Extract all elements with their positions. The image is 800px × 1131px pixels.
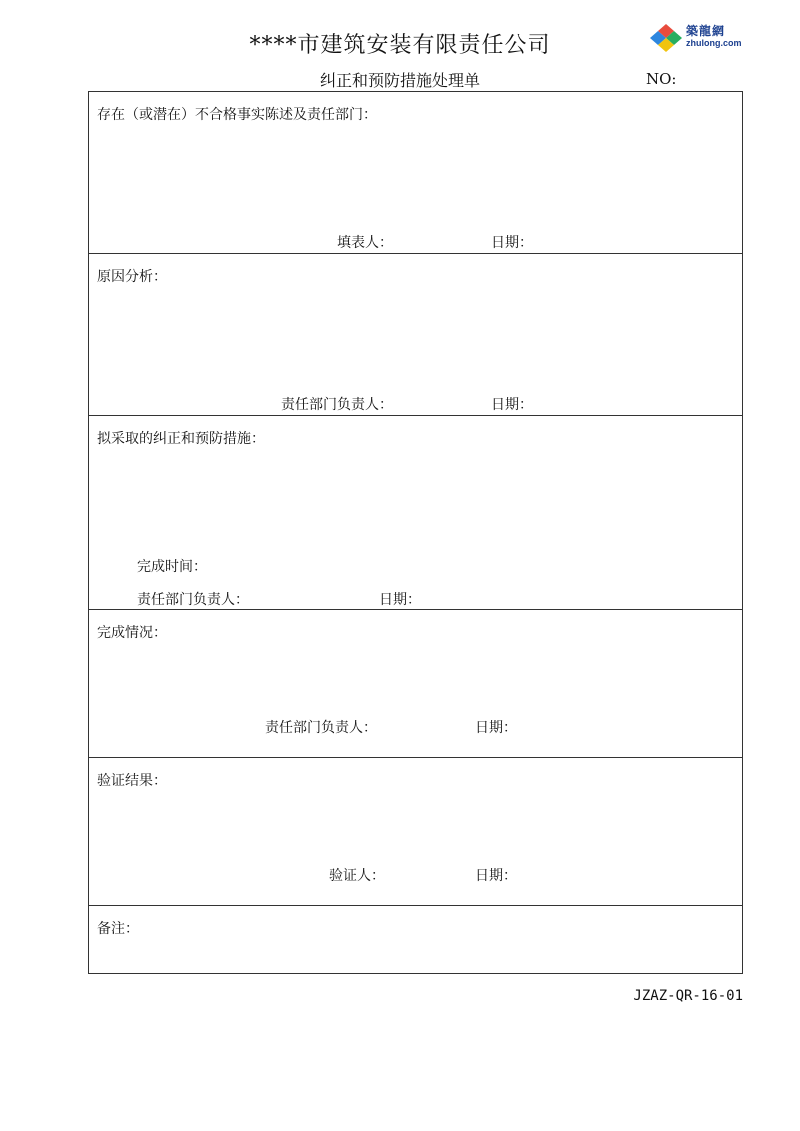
measures-section — [89, 416, 742, 610]
remarks-section — [89, 906, 742, 973]
cause-manager-label: 责任部门负责人： — [281, 397, 393, 413]
form-title: 纠正和预防措施处理单 — [319, 71, 480, 90]
verification-label: 验证结果： — [97, 773, 167, 789]
verification-date-label: 日期： — [475, 868, 517, 884]
logo-text-en: zhulong.com — [686, 38, 742, 48]
nonconformity-section — [89, 92, 742, 254]
zhulong-logo — [650, 22, 760, 56]
company-title: ****市建筑安装有限责任公司 — [249, 33, 551, 58]
nonconformity-label: 存在（或潜在）不合格事实陈述及责任部门： — [97, 107, 377, 123]
measures-date-label: 日期： — [379, 592, 421, 608]
form-number-label: NO: — [646, 70, 677, 88]
filler-label: 填表人： — [337, 235, 393, 251]
cause-section — [89, 254, 742, 416]
verification-section — [89, 758, 742, 906]
remarks-label: 备注： — [97, 921, 139, 937]
document-code: JZAZ-QR-16-01 — [633, 988, 743, 1004]
form-table — [88, 91, 743, 974]
completion-label: 完成情况： — [97, 625, 167, 641]
completion-manager-label: 责任部门负责人： — [265, 720, 377, 736]
measures-manager-label: 责任部门负责人： — [137, 592, 249, 608]
zhulong-logo-icon — [650, 24, 682, 52]
measures-label: 拟采取的纠正和预防措施： — [97, 431, 265, 447]
completion-date-label: 日期： — [475, 720, 517, 736]
cause-label: 原因分析： — [97, 269, 167, 285]
cause-date-label: 日期： — [491, 397, 533, 413]
completion-time-label: 完成时间： — [137, 559, 207, 575]
logo-text-cn: 築龍網 — [686, 24, 726, 38]
completion-section — [89, 610, 742, 758]
nonconformity-date-label: 日期： — [491, 235, 533, 251]
verifier-label: 验证人： — [329, 868, 385, 884]
